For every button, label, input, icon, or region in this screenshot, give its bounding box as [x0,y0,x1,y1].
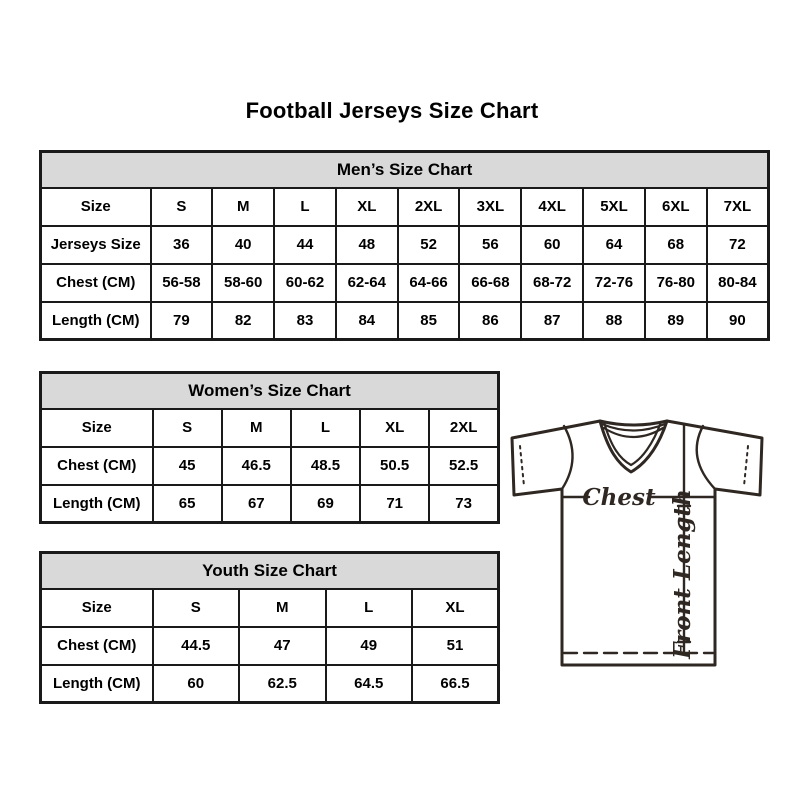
table-cell: 82 [212,302,274,340]
jersey-illustration-icon [498,410,770,702]
table-cell: 44 [274,226,336,264]
table-cell: 36 [151,226,213,264]
row-label-cell: Chest (CM) [41,264,151,302]
table-cell: 83 [274,302,336,340]
table-cell: 40 [212,226,274,264]
jersey-outline [512,421,762,665]
table-cell: 76-80 [645,264,707,302]
womens-table-title: Women’s Size Chart [41,373,499,409]
table-cell: 45 [153,447,222,485]
table-cell: 51 [412,627,499,665]
table-cell: 73 [429,485,498,523]
table-cell: 60 [521,226,583,264]
womens-size-chart-table [39,371,500,524]
table-cell: 3XL [459,188,521,226]
table-cell: 50.5 [360,447,429,485]
right-cuff-stitch [744,446,748,486]
table-cell: S [153,409,222,447]
table-cell: 62-64 [336,264,398,302]
table-cell: 6XL [645,188,707,226]
table-cell: 89 [645,302,707,340]
table-cell: 49 [326,627,413,665]
table-cell: 80-84 [707,264,769,302]
table-cell: 90 [707,302,769,340]
front-length-label: Front Length [669,489,696,659]
table-cell: 66.5 [412,665,499,703]
row-label-cell: Chest (CM) [41,447,153,485]
row-label-cell: Length (CM) [41,302,151,340]
table-cell: 71 [360,485,429,523]
table-cell: 84 [336,302,398,340]
table-cell: 72-76 [583,264,645,302]
table-cell: M [212,188,274,226]
left-cuff-stitch [520,446,524,486]
table-cell: 88 [583,302,645,340]
table-cell: 60-62 [274,264,336,302]
table-cell: 86 [459,302,521,340]
table-cell: 5XL [583,188,645,226]
table-cell: 48.5 [291,447,360,485]
row-label-cell: Length (CM) [41,665,153,703]
table-cell: XL [360,409,429,447]
table-row [41,226,769,264]
table-row [41,589,499,627]
table-cell: L [291,409,360,447]
table-cell: 67 [222,485,291,523]
table-cell: S [153,589,240,627]
row-label-cell: Chest (CM) [41,627,153,665]
table-cell: 68 [645,226,707,264]
table-cell: 68-72 [521,264,583,302]
mens-size-chart-table [39,150,770,341]
table-cell: 48 [336,226,398,264]
table-cell: 2XL [398,188,460,226]
row-label-cell: Size [41,188,151,226]
table-cell: 60 [153,665,240,703]
table-cell: 56-58 [151,264,213,302]
row-label-cell: Length (CM) [41,485,153,523]
table-cell: 87 [521,302,583,340]
table-cell: 64-66 [398,264,460,302]
table-row [41,302,769,340]
table-row [41,665,499,703]
table-row [41,264,769,302]
table-cell: 69 [291,485,360,523]
table-cell: 64 [583,226,645,264]
table-cell: S [151,188,213,226]
table-cell: XL [412,589,499,627]
table-cell: 64.5 [326,665,413,703]
table-cell: 56 [459,226,521,264]
table-cell: 44.5 [153,627,240,665]
youth-size-chart-table [39,551,500,704]
table-row [41,188,769,226]
row-label-cell: Jerseys Size [41,226,151,264]
table-cell: 62.5 [239,665,326,703]
table-row [41,447,499,485]
table-cell: 72 [707,226,769,264]
table-cell: L [326,589,413,627]
table-cell: 52.5 [429,447,498,485]
table-cell: 52 [398,226,460,264]
table-header-row [41,152,769,188]
table-row [41,409,499,447]
table-cell: 47 [239,627,326,665]
table-cell: L [274,188,336,226]
row-label-cell: Size [41,589,153,627]
table-cell: 66-68 [459,264,521,302]
table-row [41,485,499,523]
row-label-cell: Size [41,409,153,447]
table-cell: 7XL [707,188,769,226]
table-cell: M [222,409,291,447]
youth-table-title: Youth Size Chart [41,553,499,589]
mens-table-title: Men’s Size Chart [41,152,769,188]
table-row [41,627,499,665]
table-cell: 58-60 [212,264,274,302]
page-title: Football Jerseys Size Chart [245,98,539,123]
table-cell: 46.5 [222,447,291,485]
table-cell: XL [336,188,398,226]
table-cell: 2XL [429,409,498,447]
table-cell: M [239,589,326,627]
table-header-row [41,373,499,409]
table-cell: 85 [398,302,460,340]
chest-label: Chest [582,484,656,511]
table-cell: 65 [153,485,222,523]
table-cell: 4XL [521,188,583,226]
table-cell: 79 [151,302,213,340]
table-header-row [41,553,499,589]
jersey-measurement-diagram [498,410,770,702]
